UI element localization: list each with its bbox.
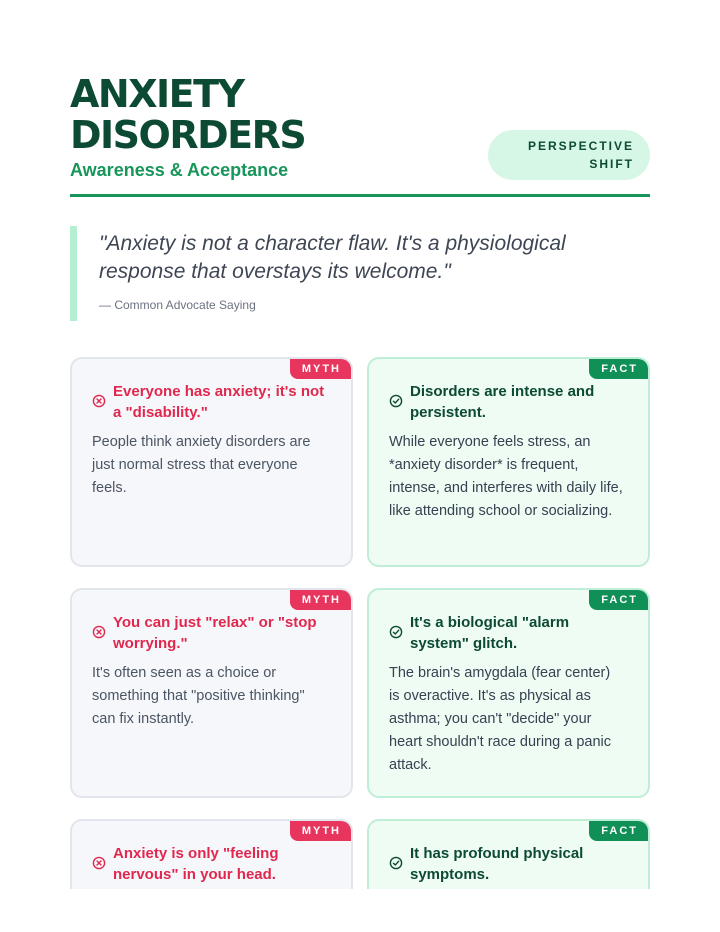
fact-card [367, 819, 650, 889]
quote-block [70, 226, 650, 320]
fact-claim-text: It's a biological "alarm system" glitch. [410, 614, 570, 652]
header-divider [70, 194, 650, 197]
perspective-shift-pill [488, 130, 650, 180]
myth-fact-grid [70, 357, 650, 889]
fact-claim [389, 843, 629, 885]
myth-claim-text: Everyone has anxiety; it's not a "disability." [113, 383, 325, 421]
pill-line-2: SHIFT [589, 157, 634, 171]
title-line-2: DISORDERS [70, 113, 306, 157]
header [70, 74, 650, 181]
myth-card [70, 588, 353, 798]
myth-description: People think anxiety disorders are just normal stress that everyone feels. [92, 434, 311, 496]
myth-badge: MYTH [290, 590, 351, 610]
check-circle-icon [389, 856, 403, 870]
fact-card [367, 588, 650, 798]
quote-accent-bar [70, 226, 77, 321]
myth-claim-text: You can just "relax" or "stop worrying." [113, 614, 317, 652]
myth-badge: MYTH [290, 821, 351, 841]
myth-card [70, 357, 353, 567]
myth-claim [92, 612, 332, 654]
x-circle-icon [92, 856, 106, 870]
page-subtitle: Awareness & Acceptance [70, 160, 289, 180]
fact-description: The brain's amygdala (fear center) is overactive. It's as physical as asthma; you can't "decide" your heart shouldn't race during a panic attack. [389, 665, 612, 773]
myth-card [70, 819, 353, 889]
fact-badge: FACT [589, 590, 648, 610]
x-circle-icon [92, 625, 106, 639]
check-circle-icon [389, 394, 403, 408]
myth-claim [92, 843, 332, 885]
fact-description: While everyone feels stress, an *anxiety disorder* is frequent, intense, and interferes with daily life, like attending school or socializing. [389, 434, 623, 519]
fact-claim-text: It has profound physical symptoms. [410, 845, 584, 883]
fact-claim [389, 612, 629, 654]
myth-description: It's often seen as a choice or something that "positive thinking" can fix instantly. [92, 665, 305, 727]
fact-card [367, 357, 650, 567]
fact-claim [389, 381, 629, 423]
x-circle-icon [92, 394, 106, 408]
myth-badge: MYTH [290, 359, 351, 379]
fact-badge: FACT [589, 359, 648, 379]
myth-claim [92, 381, 332, 423]
fact-claim-text: Disorders are intense and persistent. [410, 383, 595, 421]
check-circle-icon [389, 625, 403, 639]
quote-source: — Common Advocate Saying [99, 298, 256, 312]
pill-line-1: PERSPECTIVE [527, 139, 634, 153]
title-line-1: ANXIETY [70, 72, 244, 116]
quote-text: "Anxiety is not a character flaw. It's a physiological response that overstays its welcome." [99, 232, 566, 283]
myth-claim-text: Anxiety is only "feeling nervous" in your head. [113, 845, 279, 883]
fact-badge: FACT [589, 821, 648, 841]
